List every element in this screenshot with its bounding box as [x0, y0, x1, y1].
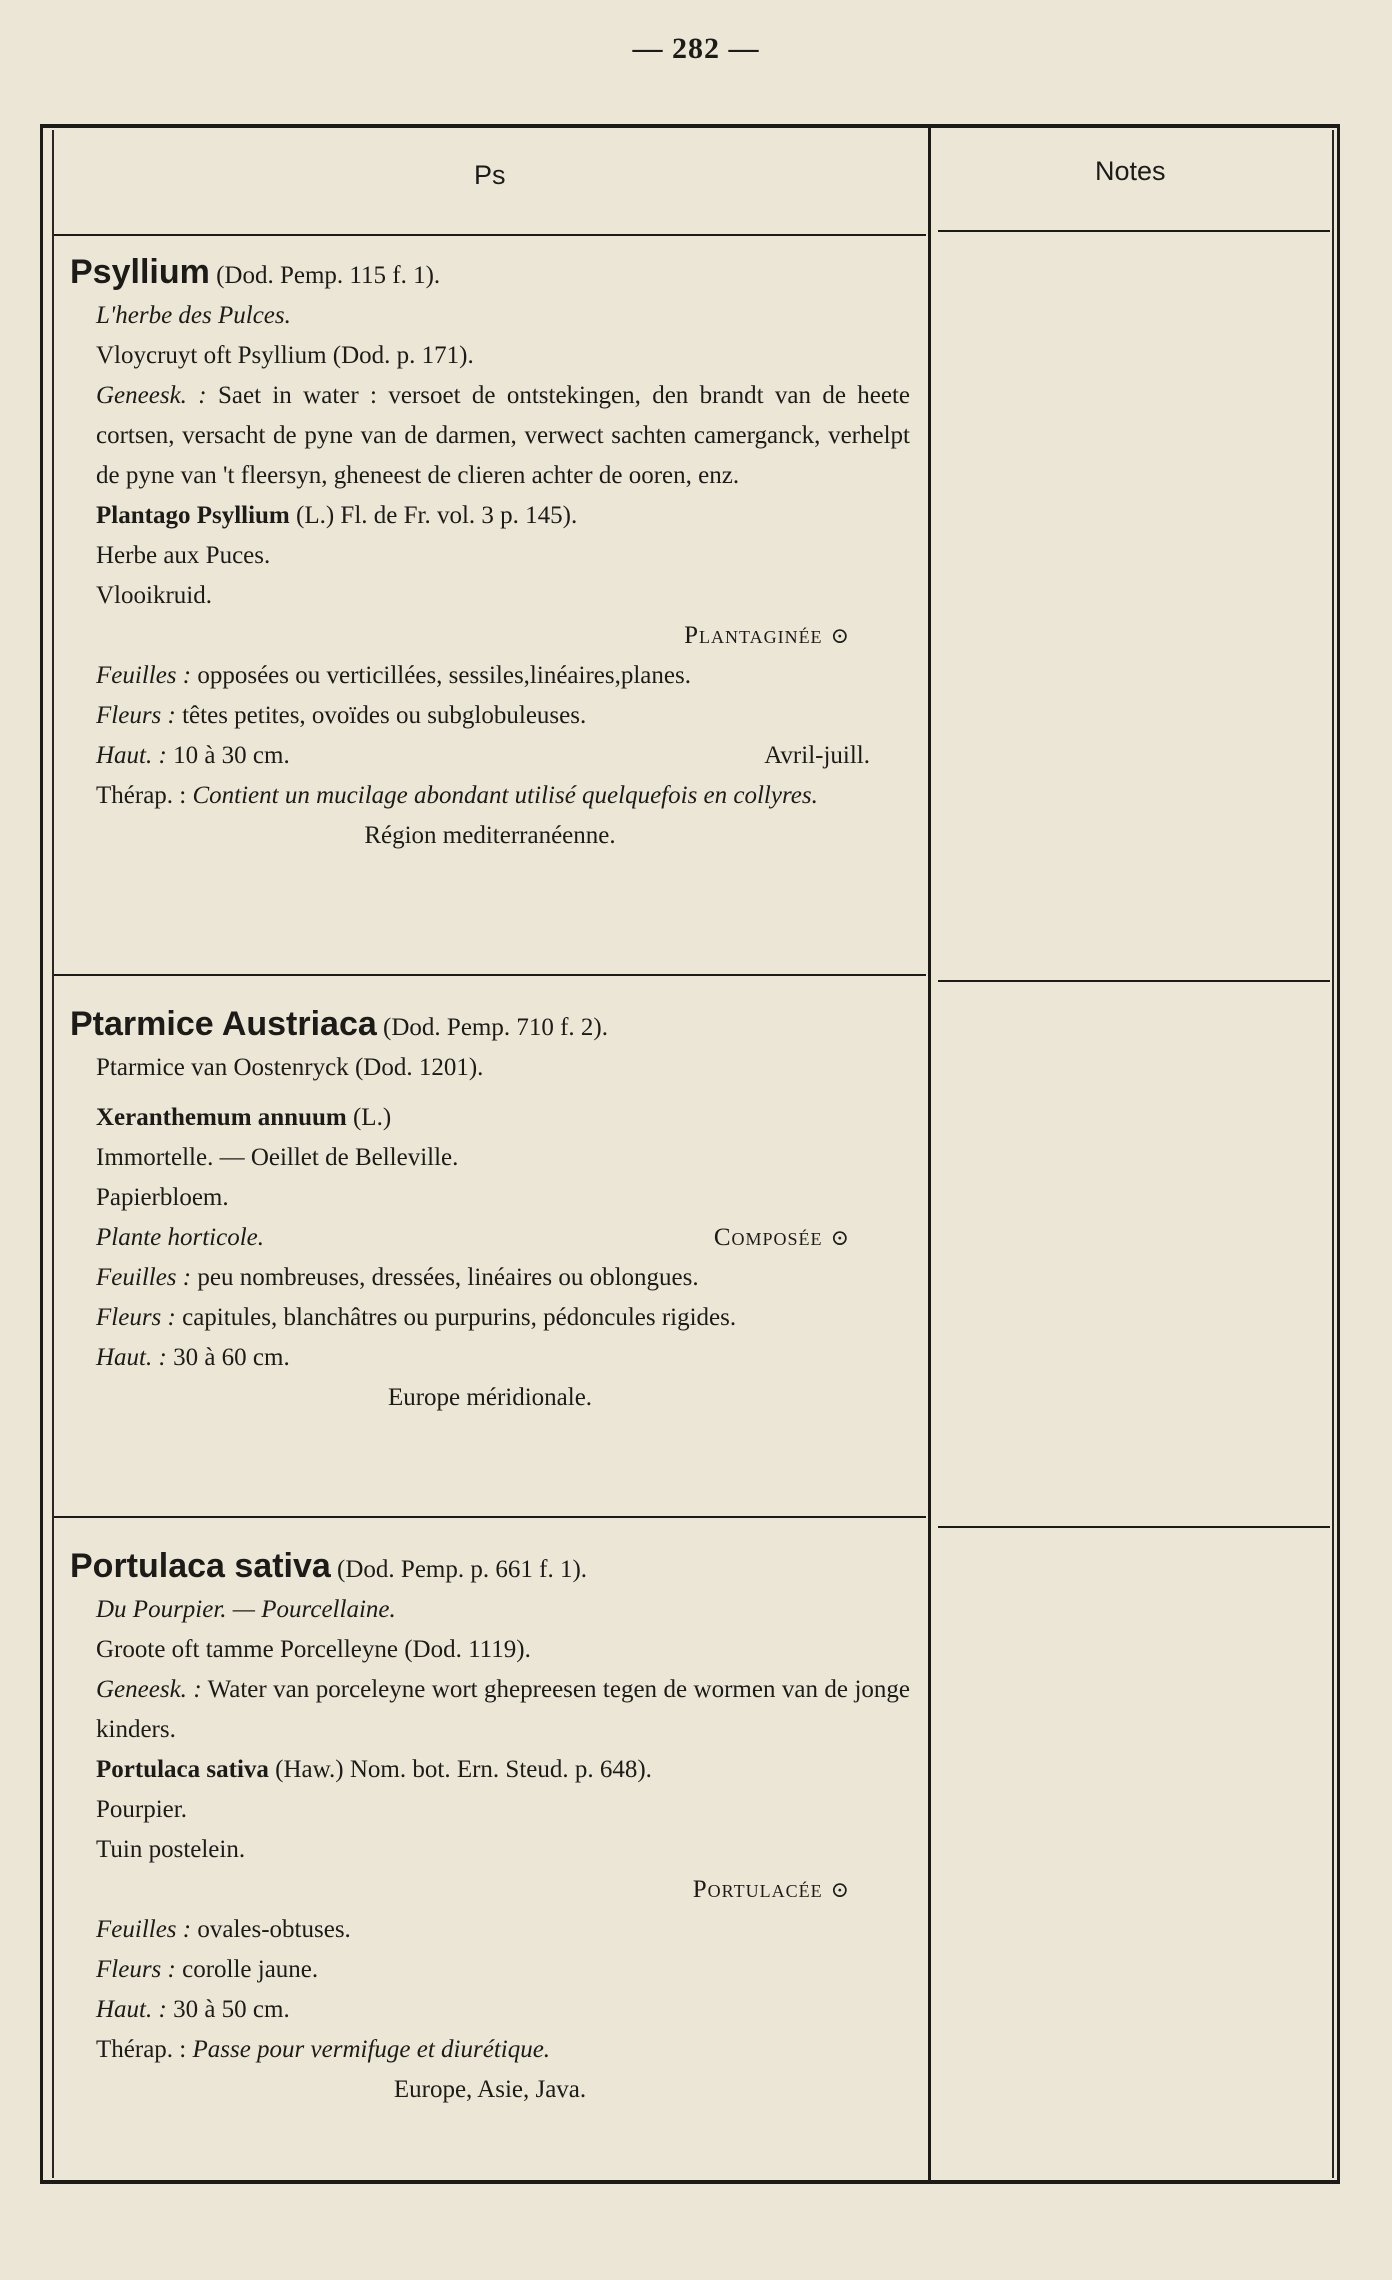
- leaves-line: Feuilles : opposées ou verticillées, sessiles,linéaires,planes.: [96, 662, 691, 689]
- entry-name: Ptarmice Austriaca: [70, 1005, 377, 1043]
- family-name: Portulacée: [692, 1876, 823, 1903]
- region-line: Région mediterranéenne.: [364, 822, 616, 849]
- old-name-fr: Du Pourpier. — Pourcellaine.: [96, 1596, 396, 1623]
- frame-inner-right-rule: [1332, 130, 1334, 2178]
- entry-rule-1-left: [54, 974, 926, 976]
- leaves-line: Feuilles : ovales-obtuses.: [96, 1916, 351, 1943]
- french-name: Pourpier.: [96, 1796, 187, 1823]
- column-divider: [928, 128, 931, 2180]
- therapeutic-line: Thérap. : Contient un mucilage abondant utilisé quelquefois en collyres.: [96, 782, 818, 809]
- entry-name: Psyllium: [70, 253, 210, 291]
- region-line: Europe, Asie, Java.: [393, 2076, 587, 2103]
- dutch-name: Papierbloem.: [96, 1184, 229, 1211]
- header-rule-left: [54, 234, 926, 236]
- family-line: [70, 616, 910, 656]
- flowers-line: Fleurs : corolle jaune.: [96, 1956, 319, 1983]
- entry-psyllium: [70, 252, 910, 856]
- annual-symbol-icon: ⊙: [830, 1225, 850, 1250]
- header-rule-right: [938, 230, 1330, 232]
- frame-inner-left-rule: [52, 130, 54, 2178]
- height-line: Haut. : 30 à 50 cm.: [96, 1996, 290, 2023]
- family-name: Plantaginée: [684, 622, 823, 649]
- french-name: Herbe aux Puces.: [96, 542, 271, 569]
- dutch-name: Vlooikruid.: [96, 582, 212, 609]
- region-line: Europe méridionale.: [387, 1384, 593, 1411]
- height-line: Haut. : 30 à 60 cm.: [96, 1344, 290, 1371]
- flowers-line: Fleurs : capitules, blanchâtres ou purpurins, pédoncules rigides.: [96, 1304, 737, 1331]
- dutch-name: Tuin postelein.: [96, 1836, 246, 1863]
- old-name-fr: L'herbe des Pulces.: [96, 302, 291, 329]
- old-name-nl: Ptarmice van Oostenryck (Dod. 1201).: [96, 1054, 484, 1081]
- flowering-period: Avril-juill.: [764, 742, 870, 769]
- medicinal-use: Geneesk. : Saet in water : versoet de ontstekingen, den brandt van de heete cortsen, versacht de pyne van de darmen, verwect sachten camerganck, verhelpt de pyne van 't fleersyn, gheneest de clieren achter de ooren, enz.: [96, 382, 911, 489]
- scientific-name-line: Xeranthemum annuum (L.): [96, 1104, 392, 1131]
- column-header-ps: Ps: [474, 160, 506, 190]
- scientific-name-line: Plantago Psyllium (L.) Fl. de Fr. vol. 3 p. 145).: [96, 502, 578, 529]
- entry-ref: (Dod. Pemp. p. 661 f. 1).: [337, 1556, 588, 1583]
- entry-ref: (Dod. Pemp. 710 f. 2).: [383, 1014, 609, 1041]
- annual-symbol-icon: ⊙: [830, 1877, 850, 1902]
- therapeutic-line: Thérap. : Passe pour vermifuge et diurétique.: [96, 2036, 551, 2063]
- entry-ref: (Dod. Pemp. 115 f. 1).: [216, 262, 441, 289]
- entry-name: Portulaca sativa: [70, 1547, 331, 1585]
- scientific-name-line: Portulaca sativa (Haw.) Nom. bot. Ern. Steud. p. 648).: [96, 1756, 652, 1783]
- entry-ptarmice-austriaca: [70, 1004, 910, 1418]
- entry-heading: [70, 1004, 910, 1048]
- flowers-line: Fleurs : têtes petites, ovoïdes ou subglobuleuses.: [96, 702, 587, 729]
- entry-portulaca-sativa: [70, 1546, 910, 2110]
- entry-heading: [70, 1546, 910, 1590]
- horticultural-note: Plante horticole.: [96, 1224, 265, 1251]
- entry-rule-1-right: [938, 980, 1330, 982]
- column-header-notes: Notes: [1095, 156, 1166, 186]
- entry-heading: [70, 252, 910, 296]
- height-line: Haut. : 10 à 30 cm. Avril-juill.: [70, 736, 910, 776]
- entry-rule-2-left: [54, 1516, 926, 1518]
- family-line: [70, 1870, 910, 1910]
- note-family-line: [70, 1218, 910, 1258]
- medicinal-use: Geneesk. : Water van porceleyne wort ghepreesen tegen de wormen van de jonge kinders.: [96, 1676, 910, 1743]
- annual-symbol-icon: ⊙: [830, 623, 850, 648]
- old-name-nl: Vloycruyt oft Psyllium (Dod. p. 171).: [96, 342, 474, 369]
- family-name: Composée: [713, 1224, 823, 1251]
- page-number: — 282 —: [632, 32, 760, 65]
- french-name: Immortelle. — Oeillet de Belleville.: [96, 1144, 459, 1171]
- old-name-nl: Groote oft tamme Porcelleyne (Dod. 1119).: [96, 1636, 531, 1663]
- entry-rule-2-right: [938, 1526, 1330, 1528]
- leaves-line: Feuilles : peu nombreuses, dressées, linéaires ou oblongues.: [96, 1264, 699, 1291]
